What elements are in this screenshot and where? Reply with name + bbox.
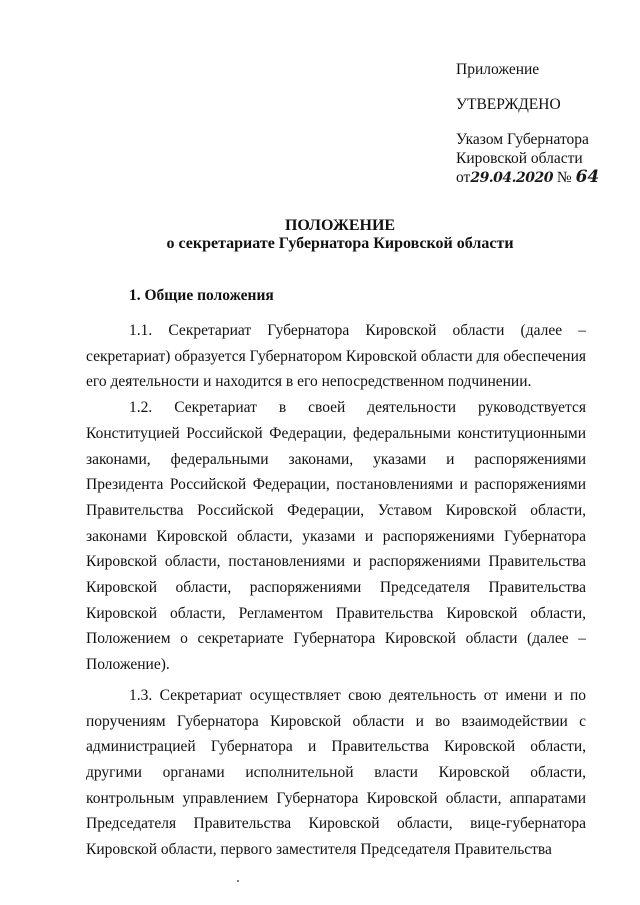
decree-line-2: Кировской области	[456, 150, 583, 167]
paragraph-1-3: 1.3. Секретариат осуществляет свою деятельность от имени и по поручениям Губернатора Кировской области и во взаимодействии с администрацией Губернатора и Правительства Кировской области, другими органами исполнительной власти Кировской области, контрольным управлением Губернатора Кировской области, аппаратами Председателя Правительства Кировской области, вице-губернатора Кировской области, первого заместителя Председателя Правительства	[86, 686, 586, 859]
appendix-label: Приложение	[456, 61, 540, 78]
approval-block	[456, 60, 636, 188]
paragraph-1-1: 1.1. Секретариат Губернатора Кировской области (далее – секретариат) образуется Губернатором Кировской области для обеспечения его деятельности и находится в его непосредственном подчинении.	[86, 322, 586, 391]
paragraph-1-2: 1.2. Секретариат в своей деятельности руководствуется Конституцией Российской Федерации, федеральными конституционными законами, федеральными законами, указами и распоряжениями Президента Российской Федерации, постановлениями и распоряжениями Правительства Российской Федерации, Уставом Кировской области, законами Кировской области, указами и распоряжениями Губернатора Кировской области, постановлениями и распоряжениями Правительства Кировской области, распоряжениями Председателя Правительства Кировской области, Регламентом Правительства Кировской области, Положением о секретариате Губернатора Кировской области (далее – Положение).	[86, 399, 586, 674]
number-sign: №	[556, 169, 572, 186]
section-heading: 1. Общие положения	[129, 287, 274, 304]
decree-date-line	[456, 168, 636, 188]
scan-speck	[237, 880, 239, 882]
decree-line-1: Указом Губернатора	[456, 131, 589, 148]
handwritten-number: 64	[575, 167, 600, 187]
date-prefix: от	[456, 169, 471, 186]
approved-label: УТВЕРЖДЕНО	[456, 96, 561, 113]
handwritten-date: 29.04.2020	[470, 170, 554, 186]
document-subtitle: о секретариате Губернатора Кировской области	[166, 235, 514, 252]
document-title: ПОЛОЖЕНИЕ	[284, 217, 396, 234]
section-body	[86, 318, 586, 863]
